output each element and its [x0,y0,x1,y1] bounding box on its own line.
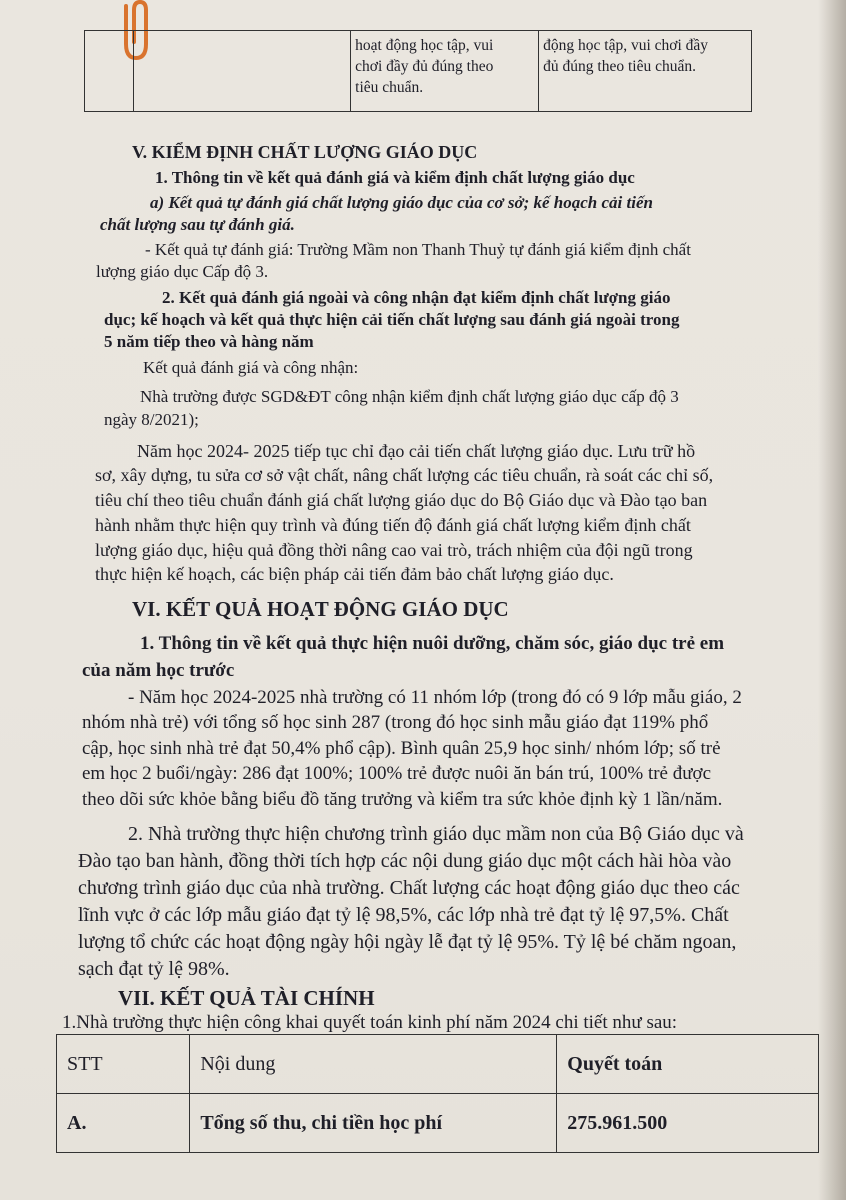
section-5-sub2-line1: 2. Kết quả đánh giá ngoài và công nhận đạt kiểm định chất lượng giáo [162,288,671,307]
cell-line: đủ đúng theo tiêu chuẩn. [543,58,696,75]
section-5-sub1a-line2: chất lượng sau tự đánh giá. [100,215,295,234]
section-6-sub1-line1: 1. Thông tin về kết quả thực hiện nuôi dưỡng, chăm sóc, giáo dục trẻ em [140,633,725,654]
top-table-fragment [84,30,752,112]
self-eval-line2: lượng giáo dục Cấp độ 3. [96,262,269,281]
section-5-sub1: 1. Thông tin về kết quả đánh giá và kiểm định chất lượng giáo dục [155,168,635,187]
paragraph-line: sơ, xây dựng, tu sửa cơ sở vật chất, nâng chất lượng các tiêu chuẩn, rà soát các chỉ số, [95,465,714,485]
paragraph-line: chương trình giáo dục của nhà trường. Chất lượng các hoạt động giáo dục theo các [78,877,740,899]
paragraph-line: hành nhằm thực hiện quy trình và đúng tiến độ đánh giá chất lượng kiểm định chất [95,515,691,535]
table-header-row [57,1035,819,1094]
header-stt: STT [57,1035,190,1094]
header-settlement: Quyết toán [557,1035,819,1094]
paragraph-line: 2. Nhà trường thực hiện chương trình giáo dục mầm non của Bộ Giáo dục và [128,823,744,845]
section-5-sub2-line2: dục; kế hoạch và kết quả thực hiện cải tiến chất lượng sau đánh giá ngoài trong [104,310,680,329]
paragraph-line: lĩnh vực ở các lớp mẫu giáo đạt tỷ lệ 98,5%, các lớp nhà trẻ đạt tỷ lệ 97,5%. Chất [78,904,729,926]
result-label: Kết quả đánh giá và công nhận: [143,358,359,377]
finance-table [56,1034,819,1153]
cell-stt: A. [57,1094,190,1153]
table-cell [133,31,350,112]
section-6-heading: VI. KẾT QUẢ HOẠT ĐỘNG GIÁO DỤC [132,597,509,621]
cell-line: chơi đầy đủ đúng theo [355,58,494,75]
paragraph-line: cập, học sinh nhà trẻ đạt 50,4% phổ cập). Bình quân 25,9 học sinh/ nhóm lớp; số trẻ [82,738,721,759]
page-edge-shadow [818,0,846,1200]
table-row [85,31,752,112]
paragraph-line: thực hiện kế hoạch, các biện pháp cải tiến đảm bảo chất lượng giáo dục. [95,564,614,584]
table-cell [85,31,134,112]
recognition-line1: Nhà trường được SGD&ĐT công nhận kiểm định chất lượng giáo dục cấp độ 3 [140,387,679,406]
header-content: Nội dung [190,1035,557,1094]
section-5-sub1a-line1: a) Kết quả tự đánh giá chất lượng giáo dục của cơ sở; kế hoạch cải tiến [150,193,653,212]
paragraph-line: nhóm nhà trẻ) với tổng số học sinh 287 (trong đó học sinh mẫu giáo đạt 119% phổ [82,712,709,733]
section-7-heading: VII. KẾT QUẢ TÀI CHÍNH [118,986,375,1010]
section-7-intro: 1.Nhà trường thực hiện công khai quyết toán kinh phí năm 2024 chi tiết như sau: [62,1012,678,1033]
recognition-line2: ngày 8/2021); [104,410,199,429]
cell-line: động học tập, vui chơi đầy [543,37,709,54]
paragraph-line: em học 2 buổi/ngày: 286 đạt 100%; 100% trẻ được nuôi ăn bán trú, 100% trẻ được [82,763,712,784]
cell-line: hoạt động học tập, vui [355,37,494,54]
paragraph-line: theo dõi sức khỏe bằng biểu đồ tăng trưởng và kiểm tra sức khỏe định kỳ 1 lần/năm. [82,789,723,810]
paragraph-line: Năm học 2024- 2025 tiếp tục chỉ đạo cải tiến chất lượng giáo dục. Lưu trữ hồ [137,441,696,461]
table-row [57,1094,819,1153]
cell-line: tiêu chuẩn. [355,79,424,96]
paragraph-line: lượng giáo dục, hiệu quả đồng thời nâng cao vai trò, trách nhiệm của đội ngũ trong [95,540,693,560]
paragraph-line: tiêu chí theo tiêu chuẩn đánh giá chất lượng giáo dục do Bộ Giáo dục và Đào tạo ban [95,490,708,510]
paragraph-line: sạch đạt tỷ lệ 98%. [78,958,230,980]
self-eval-line1: - Kết quả tự đánh giá: Trường Mầm non Thanh Thuỷ tự đánh giá kiểm định chất [145,240,691,259]
cell-settlement: 275.961.500 [557,1094,819,1153]
paragraph-line: Đào tạo ban hành, đồng thời tích hợp các nội dung giáo dục một cách hài hòa vào [78,850,732,872]
table-cell [351,31,539,112]
cell-content: Tổng số thu, chi tiền học phí [190,1094,557,1153]
paragraph-line: lượng tổ chức các hoạt động ngày hội ngày lễ đạt tỷ lệ 95%. Tỷ lệ bé chăm ngoan, [78,931,737,953]
section-6-sub1-line2: của năm học trước [82,660,235,681]
paragraph-line: - Năm học 2024-2025 nhà trường có 11 nhóm lớp (trong đó có 9 lớp mẫu giáo, 2 [128,687,742,708]
section-5-sub2-line3: 5 năm tiếp theo và hàng năm [104,332,314,351]
table-cell [539,31,752,112]
section-5-heading: V. KIỂM ĐỊNH CHẤT LƯỢNG GIÁO DỤC [132,142,478,162]
